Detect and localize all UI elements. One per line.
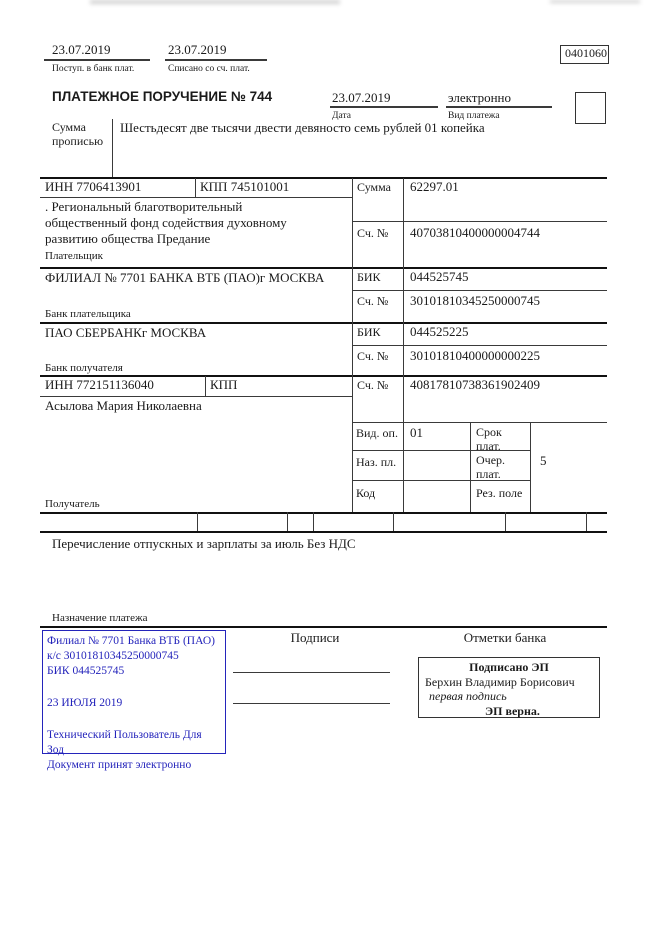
stamp-bank-name: Филиал № 7701 Банка ВТБ (ПАО) — [47, 635, 215, 647]
purpose-text: Перечисление отпускных и зарплаты за июль Без НДС — [52, 536, 356, 551]
table-line — [40, 531, 607, 533]
esign-box — [418, 657, 600, 718]
table-line — [205, 376, 206, 396]
table-line — [40, 626, 607, 628]
stamp-user-line1: Технический Пользователь Для — [47, 729, 202, 741]
scan-artifact — [550, 0, 640, 3]
amount-label: Сумма — [357, 180, 391, 194]
table-line — [586, 512, 587, 531]
op-kind-label: Вид. оп. — [356, 426, 398, 440]
payee-account: 40817810738361902409 — [410, 377, 540, 392]
doc-date-value: 23.07.2019 — [332, 90, 391, 105]
document-title: ПЛАТЕЖНОЕ ПОРУЧЕНИЕ № 744 — [52, 89, 273, 104]
table-line — [530, 422, 531, 512]
payer-bank-account: 30101810345250000745 — [410, 293, 540, 308]
table-line — [40, 322, 607, 324]
payer-account-label: Сч. № — [357, 226, 389, 240]
date-debited-underline — [165, 59, 267, 61]
esign-type: первая подпись — [429, 689, 507, 703]
esign-title: Подписано ЭП — [469, 660, 549, 674]
payer-bank-bik: 044525745 — [410, 269, 469, 284]
scan-artifact — [90, 0, 340, 4]
table-line — [195, 178, 196, 197]
payee-bank-label: Банк получателя — [45, 362, 123, 374]
amount-words-divider — [112, 119, 113, 177]
signature-line-1 — [233, 672, 390, 673]
table-line — [470, 422, 471, 512]
payee-kpp: КПП — [210, 377, 238, 392]
bank-marks-heading: Отметки банка — [463, 630, 547, 645]
payee-account-label: Сч. № — [357, 378, 389, 392]
table-line — [403, 178, 404, 512]
table-line — [40, 267, 607, 269]
doc-date-underline — [330, 106, 438, 108]
table-line — [505, 512, 506, 531]
payee-bank-bik-label: БИК — [357, 325, 381, 339]
table-line — [287, 512, 288, 531]
date-debited-value: 23.07.2019 — [168, 42, 227, 57]
payment-kind-value: электронно — [448, 90, 512, 105]
purpose-code-label: Наз. пл. — [356, 455, 397, 469]
amount-words-label: Сумма прописью — [52, 120, 104, 148]
esign-name: Берхин Владимир Борисович — [425, 674, 575, 689]
date-received-value: 23.07.2019 — [52, 42, 111, 57]
payee-inn: ИНН 772151136040 — [45, 377, 154, 392]
table-line — [313, 512, 314, 531]
table-line — [352, 290, 607, 291]
doc-date-label: Дата — [332, 111, 351, 121]
amount-value: 62297.01 — [410, 179, 459, 194]
table-line — [40, 512, 607, 514]
payer-name-line1: . Региональный благотворительный — [45, 199, 243, 214]
code-label: Код — [356, 486, 376, 500]
table-line — [352, 422, 607, 423]
stamp-user-line2: Зод — [47, 744, 65, 756]
payer-bank-bik-label: БИК — [357, 270, 381, 284]
pay-order-label: Очер. плат. — [476, 453, 506, 481]
date-received-underline — [44, 59, 150, 61]
amount-words-value: Шестьдесят две тысячи двести девяносто семь рублей 01 копейка — [120, 120, 485, 135]
pay-term-label: Срок плат. — [476, 425, 502, 453]
payer-name-line3: развитию общества Предание — [45, 231, 211, 246]
stamp-corr-account: к/с 30101810345250000745 — [47, 650, 179, 662]
payer-label: Плательщик — [45, 250, 103, 262]
payer-bank-account-label: Сч. № — [357, 294, 389, 308]
pay-order-value: 5 — [540, 453, 547, 468]
status-checkbox — [575, 92, 606, 124]
stamp-accepted: Документ принят электронно — [47, 759, 192, 771]
table-line — [393, 512, 394, 531]
bank-stamp — [42, 630, 226, 771]
signature-line-2 — [233, 703, 390, 704]
payer-kpp: КПП 745101001 — [200, 179, 290, 194]
payee-label: Получатель — [45, 498, 100, 510]
stamp-date: 23 ИЮЛЯ 2019 — [47, 697, 123, 709]
table-line — [197, 512, 198, 531]
res-field-label: Рез. поле — [476, 486, 523, 500]
payer-bank-label: Банк плательщика — [45, 308, 131, 320]
payee-bank-account: 30101810400000000225 — [410, 348, 540, 363]
payment-kind-label: Вид платежа — [448, 111, 500, 121]
form-code: 0401060 — [565, 46, 607, 60]
purpose-label: Назначение платежа — [52, 612, 148, 624]
table-line — [40, 396, 352, 397]
stamp-bik: БИК 044525745 — [47, 665, 125, 677]
signatures-heading: Подписи — [290, 630, 340, 645]
payer-inn: ИНН 7706413901 — [45, 179, 142, 194]
payment-kind-underline — [446, 106, 552, 108]
payee-name: Асылова Мария Николаевна — [45, 398, 202, 413]
payer-account: 40703810400000004744 — [410, 225, 540, 240]
table-line — [352, 345, 607, 346]
payer-name-line2: общественный фонд содействия духовному — [45, 215, 287, 230]
payee-bank-account-label: Сч. № — [357, 349, 389, 363]
table-line — [352, 178, 353, 512]
table-line — [352, 221, 607, 222]
date-received-label: Поступ. в банк плат. — [52, 64, 135, 74]
date-debited-label: Списано со сч. плат. — [168, 64, 250, 74]
payee-bank-name: ПАО СБЕРБАНКг МОСКВА — [45, 325, 207, 340]
payer-bank-name: ФИЛИАЛ № 7701 БАНКА ВТБ (ПАО)г МОСКВА — [45, 270, 325, 285]
esign-verified: ЭП верна. — [485, 703, 540, 718]
op-kind-value: 01 — [410, 425, 423, 440]
payee-bank-bik: 044525225 — [410, 324, 469, 339]
table-line — [40, 197, 352, 198]
